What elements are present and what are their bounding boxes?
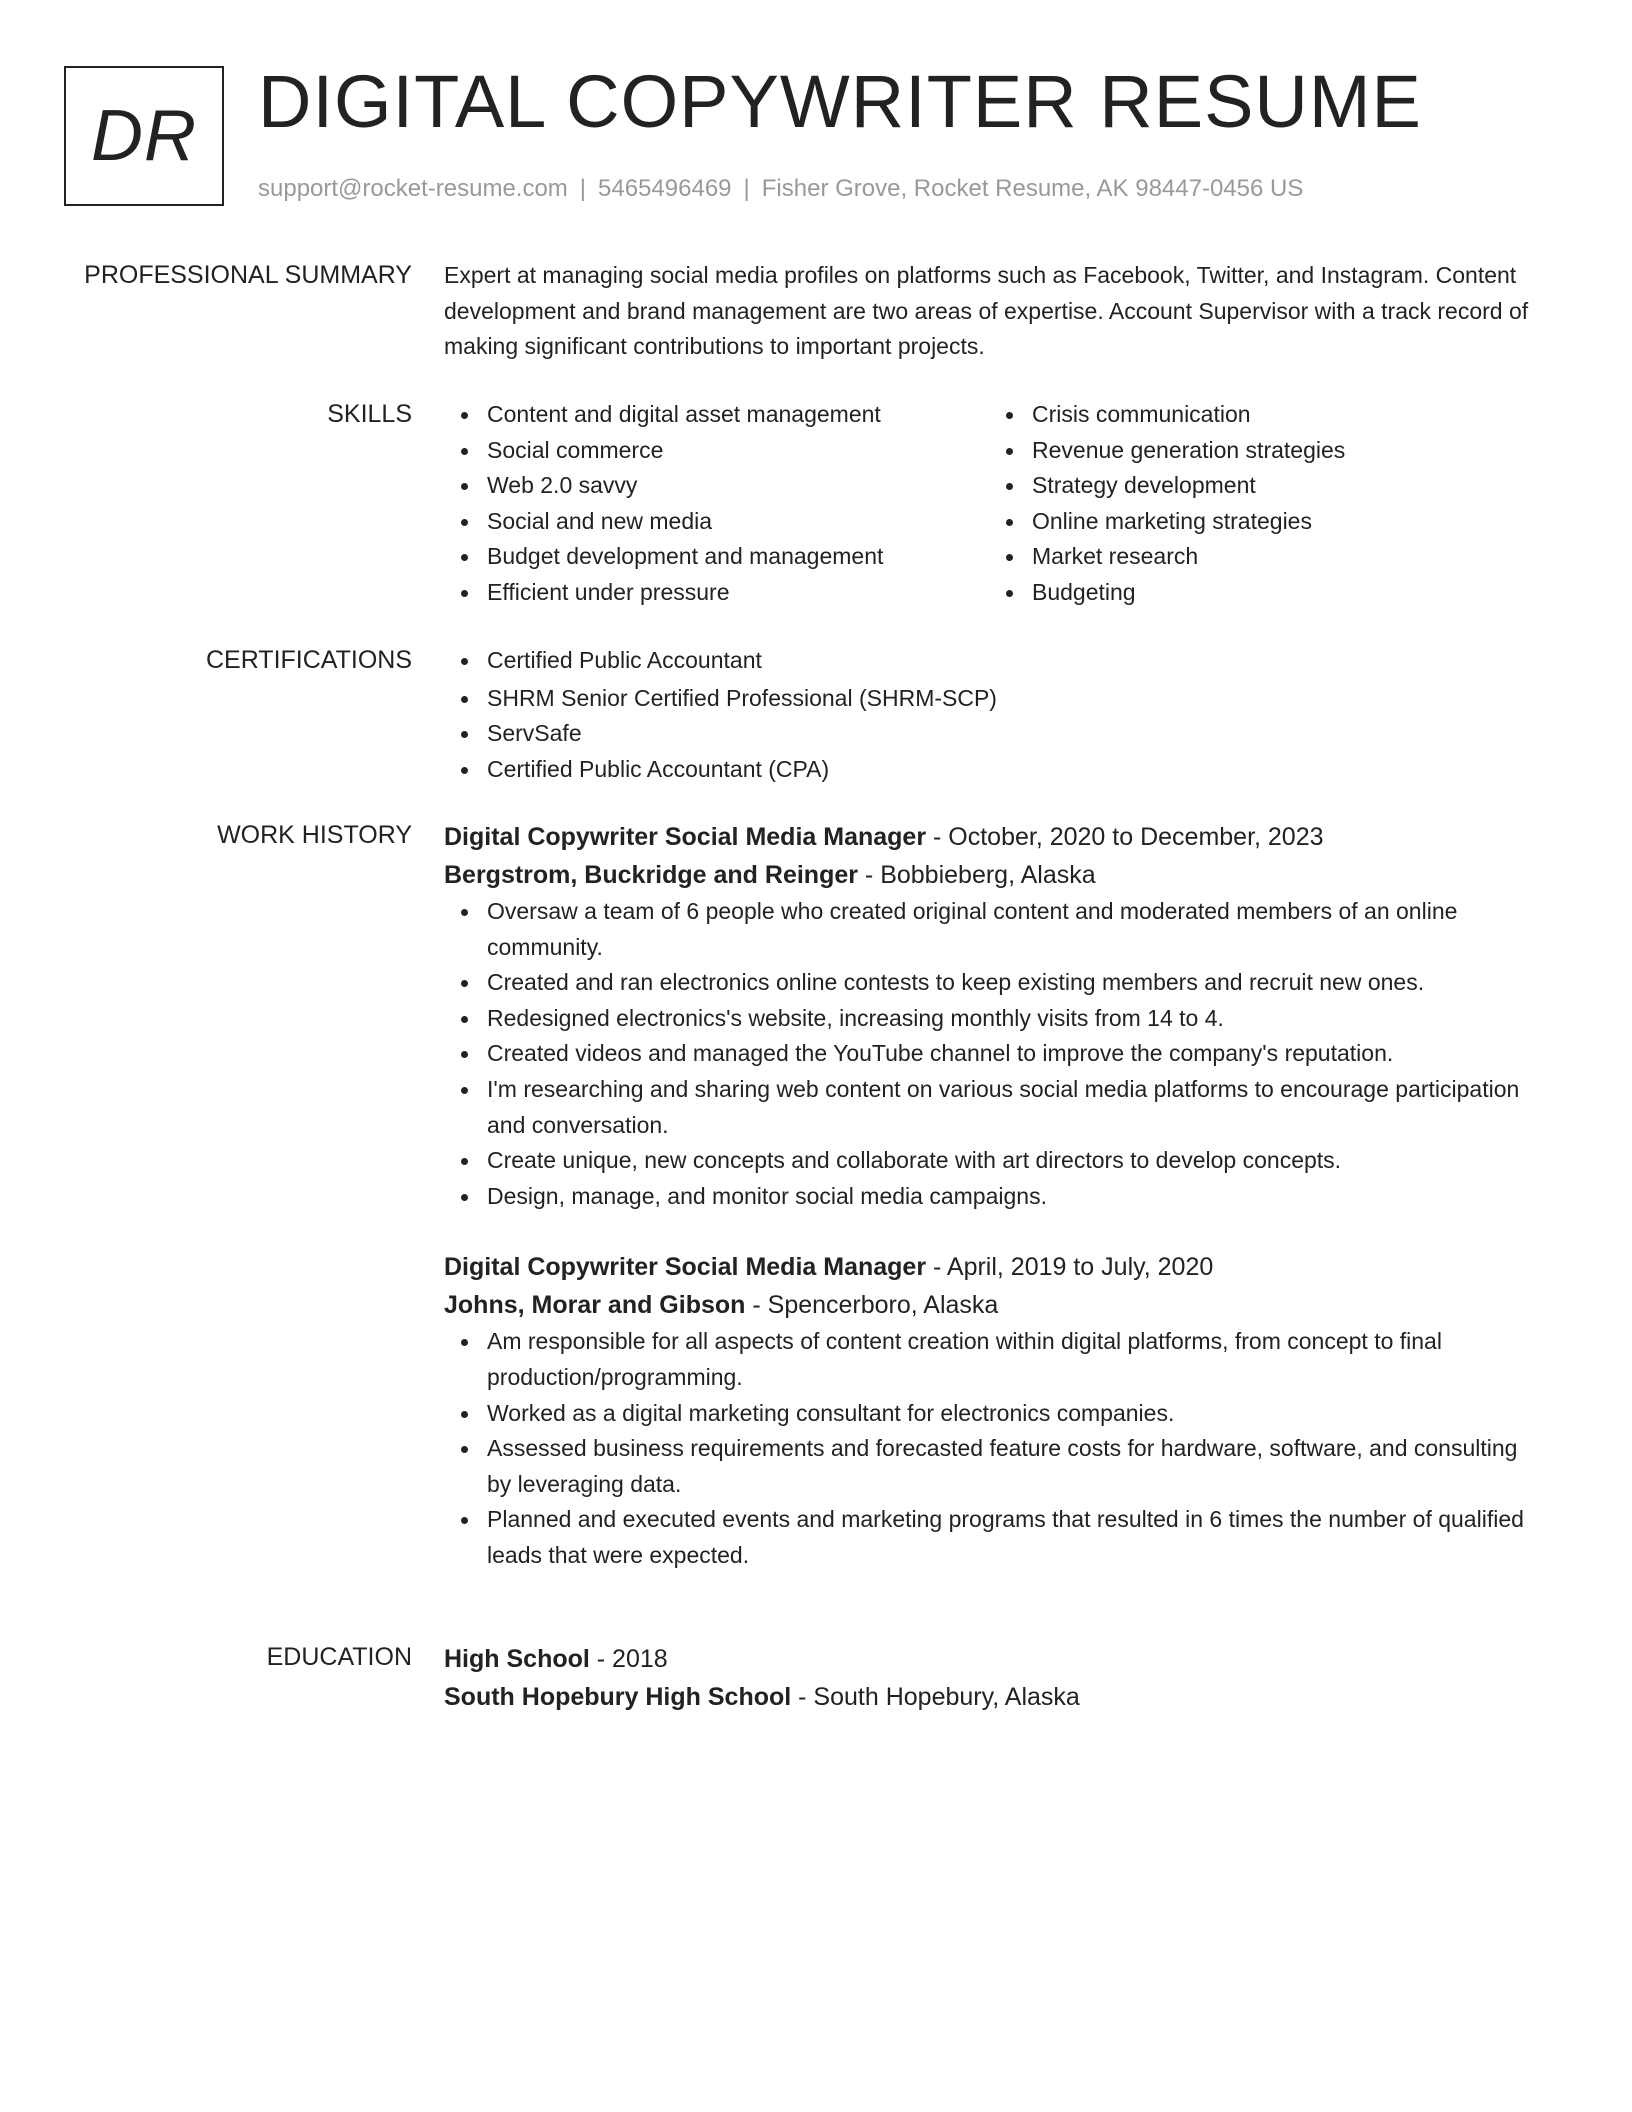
skill-item: Content and digital asset management (444, 397, 989, 433)
job-bullet: I'm researching and sharing web content on various social media platforms to encourage participation and conversation. (444, 1072, 1544, 1143)
education-body (444, 1640, 1544, 1716)
summary-text: Expert at managing social media profiles on platforms such as Facebook, Twitter, and Instagram. Content development and brand management are two areas of expertise. Account Supervisor with a track record of making significant contributions to important projects. (444, 262, 1529, 360)
skill-item: Social and new media (444, 504, 989, 540)
job-bullets (444, 894, 1544, 1214)
job-bullet: Worked as a digital marketing consultant for electronics companies. (444, 1396, 1544, 1432)
contact-line (258, 174, 1303, 204)
skill-item: Crisis communication (989, 397, 1534, 433)
job-location: - Bobbieberg, Alaska (857, 861, 1096, 889)
work-history-heading: WORK HISTORY (217, 821, 412, 849)
job-dates: - April, 2019 to July, 2020 (926, 1253, 1214, 1282)
certifications-list (444, 643, 1544, 787)
skill-item: Web 2.0 savvy (444, 468, 989, 504)
job-title-line (444, 818, 1544, 856)
contact-separator: | (579, 175, 587, 202)
summary-heading: PROFESSIONAL SUMMARY (84, 261, 412, 289)
education-location: - South Hopebury, Alaska (791, 1683, 1080, 1711)
monogram-box (64, 66, 224, 206)
job-bullets (444, 1324, 1544, 1573)
skills-heading: SKILLS (327, 400, 412, 428)
job-title-line (444, 1248, 1544, 1286)
job-bullet: Redesigned electronics's website, increasing monthly visits from 14 to 4. (444, 1001, 1544, 1037)
certification-item: Certified Public Accountant (444, 643, 1544, 679)
skill-item: Social commerce (444, 433, 989, 469)
contact-email: support@rocket-resume.com (258, 175, 568, 202)
job-title: Digital Copywriter Social Media Manager (444, 1253, 927, 1282)
job-bullet: Created and ran electronics online contests to keep existing members and recruit new ones. (444, 965, 1544, 1001)
certifications-body (444, 643, 1544, 787)
skill-item: Online marketing strategies (989, 504, 1534, 540)
skill-item: Budget development and management (444, 539, 989, 575)
job-bullet: Planned and executed events and marketing programs that resulted in 6 times the number of qualified leads that were expected. (444, 1502, 1544, 1573)
contact-address: Fisher Grove, Rocket Resume, AK 98447-0456 US (761, 175, 1304, 202)
monogram-initials: DR (91, 96, 197, 176)
skill-item: Budgeting (989, 575, 1534, 611)
job-bullet: Created videos and managed the YouTube channel to improve the company's reputation. (444, 1036, 1544, 1072)
skills-list-left (444, 397, 989, 611)
job-dates: - October, 2020 to December, 2023 (926, 823, 1324, 851)
job-bullet: Oversaw a team of 6 people who created original content and moderated members of an online community. (444, 894, 1544, 965)
job-company-line (444, 856, 1544, 894)
certification-item: Certified Public Accountant (CPA) (444, 752, 1544, 788)
contact-separator: | (743, 175, 750, 202)
skills-body (444, 397, 1544, 611)
education-heading: EDUCATION (266, 1643, 412, 1671)
work-history-body (444, 818, 1544, 1574)
job-bullet: Design, manage, and monitor social media campaigns. (444, 1179, 1544, 1215)
job-entry (444, 818, 1544, 1214)
skill-item: Revenue generation strategies (989, 433, 1534, 469)
certifications-heading: CERTIFICATIONS (205, 646, 412, 674)
education-degree: High School (444, 1645, 590, 1673)
skill-item: Market research (989, 539, 1534, 575)
job-title: Digital Copywriter Social Media Manager (444, 823, 927, 851)
contact-phone: 5465496469 (598, 175, 732, 202)
job-entry (444, 1248, 1544, 1573)
summary-body (444, 258, 1544, 365)
job-company: Bergstrom, Buckridge and Reinger (444, 861, 858, 889)
education-school: South Hopebury High School (444, 1683, 792, 1711)
skills-list-right (989, 397, 1534, 611)
certification-item: ServSafe (444, 716, 1544, 752)
job-company-line (444, 1286, 1544, 1324)
skill-item: Efficient under pressure (444, 575, 989, 611)
skill-item: Strategy development (989, 468, 1534, 504)
education-year: - 2018 (589, 1645, 668, 1673)
education-degree-line (444, 1640, 1544, 1678)
job-company: Johns, Morar and Gibson (444, 1291, 746, 1320)
education-school-line (444, 1678, 1544, 1716)
job-bullet: Am responsible for all aspects of content creation within digital platforms, from concept to final production/programming. (444, 1324, 1544, 1395)
job-bullet: Create unique, new concepts and collaborate with art directors to develop concepts. (444, 1143, 1544, 1179)
job-bullet: Assessed business requirements and forecasted feature costs for hardware, software, and consulting by leveraging data. (444, 1431, 1544, 1502)
page-title: DIGITAL COPYWRITER RESUME (258, 60, 1422, 143)
certification-item: SHRM Senior Certified Professional (SHRM-SCP) (444, 681, 1544, 717)
job-location: - Spencerboro, Alaska (745, 1291, 999, 1320)
skills-grid (444, 397, 1544, 611)
